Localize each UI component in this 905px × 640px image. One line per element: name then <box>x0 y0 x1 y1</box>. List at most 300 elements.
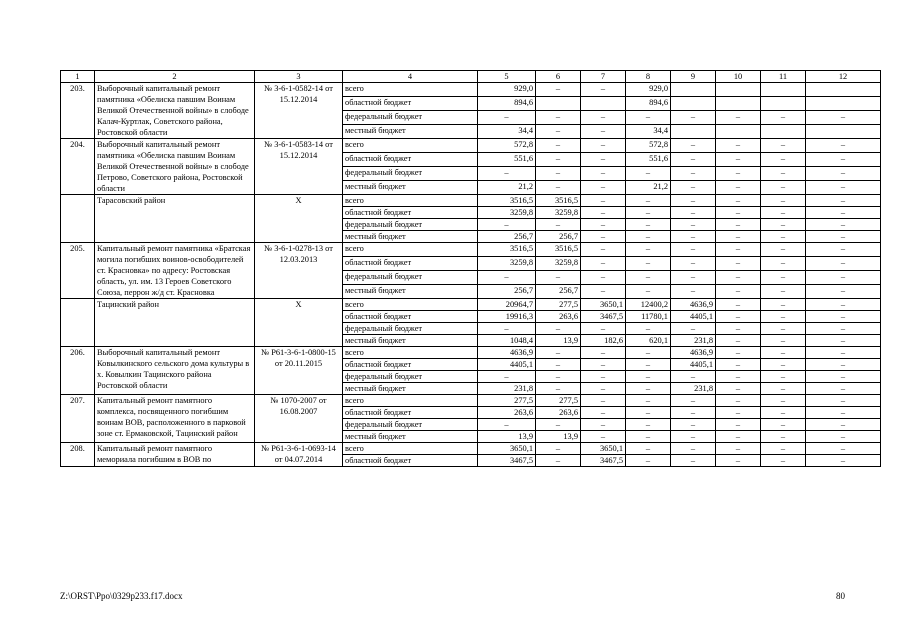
amount-cell: – <box>761 167 806 181</box>
amount-cell: 277,5 <box>536 395 581 407</box>
amount-cell: – <box>806 285 881 299</box>
amount-cell: 572,8 <box>478 139 536 153</box>
funding-source: областной бюджет <box>343 97 478 111</box>
amount-cell: – <box>536 153 581 167</box>
amount-cell: – <box>581 195 626 207</box>
amount-cell: – <box>806 395 881 407</box>
amount-cell: 13,9 <box>536 431 581 443</box>
amount-cell <box>806 83 881 97</box>
column-number: 12 <box>806 71 881 83</box>
amount-cell: – <box>716 181 761 195</box>
amount-cell: – <box>626 207 671 219</box>
amount-cell: – <box>806 371 881 383</box>
amount-cell: – <box>536 419 581 431</box>
amount-cell: – <box>761 419 806 431</box>
amount-cell: – <box>478 111 536 125</box>
amount-cell: – <box>761 111 806 125</box>
amount-cell: – <box>761 231 806 243</box>
amount-cell: – <box>626 407 671 419</box>
amount-cell: – <box>581 83 626 97</box>
amount-cell: – <box>806 167 881 181</box>
document-ref: № 3-6-1-0278-13 от 12.03.2013 <box>255 243 343 299</box>
funding-source: областной бюджет <box>343 455 478 467</box>
amount-cell: – <box>761 395 806 407</box>
amount-cell: 929,0 <box>626 83 671 97</box>
amount-cell: – <box>581 153 626 167</box>
amount-cell: 3467,5 <box>478 455 536 467</box>
amount-cell: 11780,1 <box>626 311 671 323</box>
amount-cell: – <box>581 431 626 443</box>
column-number: 1 <box>61 71 95 83</box>
amount-cell: – <box>806 347 881 359</box>
amount-cell: – <box>581 395 626 407</box>
amount-cell: – <box>626 419 671 431</box>
amount-cell: – <box>761 335 806 347</box>
amount-cell: – <box>671 323 716 335</box>
amount-cell: – <box>536 383 581 395</box>
amount-cell: 3516,5 <box>478 243 536 257</box>
amount-cell: – <box>761 257 806 271</box>
amount-cell: – <box>536 443 581 455</box>
amount-cell: – <box>581 243 626 257</box>
amount-cell: – <box>536 323 581 335</box>
funding-source: всего <box>343 395 478 407</box>
amount-cell: – <box>626 167 671 181</box>
table-row <box>61 347 881 359</box>
object-name: Выборочный капитальный ремонт памятника «Обелиска павшим Воинам Великой Отечественной войны» в слободе Калач-Куртлак, Советского района, Ростовской области <box>95 83 255 139</box>
amount-cell: – <box>581 359 626 371</box>
district-name: Тацинский район <box>95 299 255 347</box>
amount-cell: – <box>761 195 806 207</box>
amount-cell: – <box>626 231 671 243</box>
amount-cell <box>671 83 716 97</box>
amount-cell: – <box>581 125 626 139</box>
amount-cell: – <box>716 219 761 231</box>
amount-cell: – <box>716 419 761 431</box>
amount-cell: 4636,9 <box>671 299 716 311</box>
object-name: Капитальный ремонт памятного комплекса, посвященного погибшим воинам ВОВ, расположенного в парковой зоне ст. Ермаковской, Тацинский район <box>95 395 255 443</box>
amount-cell: – <box>536 83 581 97</box>
page-number: 80 <box>836 591 845 601</box>
amount-cell: – <box>806 443 881 455</box>
table-row <box>61 395 881 407</box>
amount-cell: – <box>626 443 671 455</box>
amount-cell: – <box>536 139 581 153</box>
amount-cell: – <box>761 443 806 455</box>
funding-source: областной бюджет <box>343 257 478 271</box>
amount-cell: – <box>671 153 716 167</box>
amount-cell: – <box>716 371 761 383</box>
funding-source: всего <box>343 139 478 153</box>
funding-source: федеральный бюджет <box>343 271 478 285</box>
amount-cell: – <box>536 271 581 285</box>
amount-cell: – <box>626 271 671 285</box>
amount-cell: – <box>581 111 626 125</box>
amount-cell: – <box>581 207 626 219</box>
amount-cell: 263,6 <box>478 407 536 419</box>
amount-cell: – <box>626 431 671 443</box>
amount-cell: – <box>761 153 806 167</box>
amount-cell: – <box>671 243 716 257</box>
amount-cell <box>671 97 716 111</box>
amount-cell: – <box>626 455 671 467</box>
funding-source: всего <box>343 299 478 311</box>
amount-cell: – <box>716 455 761 467</box>
amount-cell: – <box>806 407 881 419</box>
amount-cell: – <box>626 195 671 207</box>
amount-cell: – <box>626 243 671 257</box>
amount-cell: – <box>761 139 806 153</box>
amount-cell: – <box>716 311 761 323</box>
amount-cell: – <box>536 125 581 139</box>
amount-cell: – <box>806 311 881 323</box>
document-ref: Х <box>255 299 343 347</box>
item-number: 205. <box>61 243 95 299</box>
funding-source: областной бюджет <box>343 407 478 419</box>
amount-cell: – <box>626 359 671 371</box>
funding-source: всего <box>343 443 478 455</box>
funding-source: местный бюджет <box>343 181 478 195</box>
amount-cell: – <box>806 153 881 167</box>
amount-cell: – <box>716 153 761 167</box>
amount-cell: 277,5 <box>478 395 536 407</box>
document-ref: № Р61-3-6-1-0800-15 от 20.11.2015 <box>255 347 343 395</box>
amount-cell: – <box>581 383 626 395</box>
amount-cell: – <box>536 181 581 195</box>
amount-cell: 3259,8 <box>536 207 581 219</box>
amount-cell: – <box>581 323 626 335</box>
amount-cell: 3650,1 <box>581 443 626 455</box>
amount-cell: – <box>806 231 881 243</box>
amount-cell <box>671 125 716 139</box>
amount-cell: – <box>671 443 716 455</box>
amount-cell: – <box>671 285 716 299</box>
amount-cell: – <box>626 111 671 125</box>
funding-source: областной бюджет <box>343 311 478 323</box>
amount-cell: – <box>761 431 806 443</box>
amount-cell: 3259,8 <box>478 257 536 271</box>
column-number: 6 <box>536 71 581 83</box>
item-number: 208. <box>61 443 95 467</box>
amount-cell: 34,4 <box>478 125 536 139</box>
amount-cell: – <box>671 139 716 153</box>
amount-cell: – <box>581 285 626 299</box>
amount-cell: – <box>671 455 716 467</box>
amount-cell: – <box>626 285 671 299</box>
amount-cell: – <box>626 219 671 231</box>
table-row <box>61 195 881 207</box>
amount-cell: – <box>716 335 761 347</box>
amount-cell: – <box>478 219 536 231</box>
column-number: 5 <box>478 71 536 83</box>
amount-cell: – <box>626 383 671 395</box>
amount-cell: – <box>581 167 626 181</box>
amount-cell: – <box>671 231 716 243</box>
amount-cell: – <box>581 231 626 243</box>
funding-source: федеральный бюджет <box>343 219 478 231</box>
amount-cell: 12400,2 <box>626 299 671 311</box>
amount-cell: 894,6 <box>626 97 671 111</box>
amount-cell: – <box>761 371 806 383</box>
amount-cell: – <box>761 207 806 219</box>
amount-cell: – <box>806 455 881 467</box>
amount-cell <box>761 125 806 139</box>
amount-cell <box>806 125 881 139</box>
amount-cell: – <box>581 419 626 431</box>
amount-cell: – <box>716 231 761 243</box>
amount-cell: – <box>626 371 671 383</box>
amount-cell: 13,9 <box>536 335 581 347</box>
amount-cell: – <box>716 167 761 181</box>
amount-cell: 3259,8 <box>536 257 581 271</box>
district-name: Тарасовский район <box>95 195 255 243</box>
amount-cell: – <box>761 383 806 395</box>
amount-cell: – <box>761 311 806 323</box>
amount-cell: – <box>806 419 881 431</box>
funding-source: федеральный бюджет <box>343 371 478 383</box>
amount-cell: 231,8 <box>671 383 716 395</box>
amount-cell: – <box>761 271 806 285</box>
amount-cell: 3516,5 <box>536 243 581 257</box>
funding-source: областной бюджет <box>343 359 478 371</box>
item-number <box>61 299 95 347</box>
table-row <box>61 299 881 311</box>
amount-cell: – <box>716 257 761 271</box>
column-number: 4 <box>343 71 478 83</box>
amount-cell: – <box>806 299 881 311</box>
funding-source: федеральный бюджет <box>343 323 478 335</box>
amount-cell: – <box>806 335 881 347</box>
amount-cell: – <box>716 207 761 219</box>
amount-cell: – <box>536 359 581 371</box>
amount-cell: – <box>536 347 581 359</box>
amount-cell: – <box>716 443 761 455</box>
amount-cell: 231,8 <box>478 383 536 395</box>
amount-cell: – <box>581 371 626 383</box>
amount-cell: – <box>761 323 806 335</box>
amount-cell: – <box>716 383 761 395</box>
amount-cell: 21,2 <box>626 181 671 195</box>
amount-cell: 4636,9 <box>671 347 716 359</box>
funding-source: местный бюджет <box>343 231 478 243</box>
amount-cell: – <box>806 359 881 371</box>
document-ref: № 3-6-1-0582-14 от 15.12.2014 <box>255 83 343 139</box>
amount-cell: – <box>761 285 806 299</box>
amount-cell: – <box>478 371 536 383</box>
amount-cell <box>581 97 626 111</box>
amount-cell: – <box>671 431 716 443</box>
amount-cell: – <box>716 395 761 407</box>
amount-cell: – <box>626 347 671 359</box>
amount-cell: – <box>716 285 761 299</box>
amount-cell: – <box>671 181 716 195</box>
amount-cell: – <box>478 271 536 285</box>
amount-cell: 3259,8 <box>478 207 536 219</box>
amount-cell: 894,6 <box>478 97 536 111</box>
object-name: Выборочный капитальный ремонт Ковылкинского сельского дома культуры в х. Ковылкин Тацинского района Ростовской области <box>95 347 255 395</box>
amount-cell: – <box>716 111 761 125</box>
amount-cell: – <box>806 139 881 153</box>
amount-cell: 256,7 <box>536 285 581 299</box>
amount-cell: – <box>671 219 716 231</box>
amount-cell: – <box>806 181 881 195</box>
amount-cell: – <box>806 271 881 285</box>
amount-cell: 551,6 <box>626 153 671 167</box>
column-number: 11 <box>761 71 806 83</box>
amount-cell: 256,7 <box>478 285 536 299</box>
document-ref: № 3-6-1-0583-14 от 15.12.2014 <box>255 139 343 195</box>
amount-cell: 4405,1 <box>671 311 716 323</box>
amount-cell: – <box>716 359 761 371</box>
amount-cell: – <box>581 139 626 153</box>
amount-cell: 13,9 <box>478 431 536 443</box>
amount-cell: – <box>806 257 881 271</box>
amount-cell: – <box>581 407 626 419</box>
amount-cell: – <box>671 371 716 383</box>
amount-cell: – <box>478 419 536 431</box>
amount-cell: – <box>671 167 716 181</box>
funding-source: областной бюджет <box>343 153 478 167</box>
amount-cell: 256,7 <box>536 231 581 243</box>
amount-cell: – <box>671 407 716 419</box>
amount-cell: – <box>806 431 881 443</box>
item-number <box>61 195 95 243</box>
object-name: Выборочный капитальный ремонт памятника «Обелиска павшим Воинам Великой Отечественной войны» в слободе Петрово, Советского района, Ростовской области <box>95 139 255 195</box>
amount-cell: 4636,9 <box>478 347 536 359</box>
amount-cell: 3650,1 <box>478 443 536 455</box>
amount-cell <box>806 97 881 111</box>
column-number: 9 <box>671 71 716 83</box>
item-number: 203. <box>61 83 95 139</box>
amount-cell <box>716 97 761 111</box>
amount-cell: 1048,4 <box>478 335 536 347</box>
amount-cell: 263,6 <box>536 311 581 323</box>
amount-cell: 20964,7 <box>478 299 536 311</box>
amount-cell: – <box>671 271 716 285</box>
table-row <box>61 83 881 97</box>
column-number: 2 <box>95 71 255 83</box>
amount-cell: – <box>671 419 716 431</box>
column-number: 10 <box>716 71 761 83</box>
funding-source: всего <box>343 347 478 359</box>
funding-source: федеральный бюджет <box>343 419 478 431</box>
amount-cell: – <box>761 219 806 231</box>
amount-cell <box>761 83 806 97</box>
object-name: Капитальный ремонт памятного мемориала погибшим в ВОВ по <box>95 443 255 467</box>
amount-cell: – <box>716 271 761 285</box>
amount-cell: – <box>478 323 536 335</box>
amount-cell: – <box>761 347 806 359</box>
amount-cell: – <box>536 455 581 467</box>
amount-cell: – <box>671 207 716 219</box>
funding-source: всего <box>343 195 478 207</box>
amount-cell: – <box>806 219 881 231</box>
amount-cell: – <box>716 195 761 207</box>
object-name: Капитальный ремонт памятника «Братская могила погибших воинов-освободителей ст. Красновка» по адресу: Ростовская область, ул. им. 13 Героев Советского Союза, перрон ж/д ст. Красновка <box>95 243 255 299</box>
amount-cell: – <box>626 323 671 335</box>
item-number: 204. <box>61 139 95 195</box>
amount-cell: – <box>671 395 716 407</box>
funding-source: местный бюджет <box>343 335 478 347</box>
amount-cell <box>536 97 581 111</box>
funding-source: федеральный бюджет <box>343 167 478 181</box>
amount-cell: – <box>716 299 761 311</box>
amount-cell: 3516,5 <box>536 195 581 207</box>
funding-source: областной бюджет <box>343 207 478 219</box>
amount-cell: 263,6 <box>536 407 581 419</box>
amount-cell: – <box>716 243 761 257</box>
amount-cell: 4405,1 <box>671 359 716 371</box>
amount-cell: 3467,5 <box>581 311 626 323</box>
table-row <box>61 243 881 257</box>
amount-cell: – <box>716 407 761 419</box>
funding-source: всего <box>343 243 478 257</box>
document-ref: Х <box>255 195 343 243</box>
funding-source: местный бюджет <box>343 285 478 299</box>
amount-cell: – <box>581 347 626 359</box>
amount-cell: 19916,3 <box>478 311 536 323</box>
amount-cell: 3467,5 <box>581 455 626 467</box>
amount-cell <box>761 97 806 111</box>
amount-cell: – <box>581 219 626 231</box>
amount-cell: – <box>536 219 581 231</box>
amount-cell: – <box>581 257 626 271</box>
amount-cell: – <box>716 323 761 335</box>
amount-cell: – <box>626 395 671 407</box>
funding-source: местный бюджет <box>343 125 478 139</box>
amount-cell: – <box>806 323 881 335</box>
column-number: 3 <box>255 71 343 83</box>
item-number: 206. <box>61 347 95 395</box>
budget-table <box>60 70 881 467</box>
amount-cell <box>716 83 761 97</box>
amount-cell: – <box>806 207 881 219</box>
amount-cell: 929,0 <box>478 83 536 97</box>
item-number: 207. <box>61 395 95 443</box>
file-path: Z:\ORST\Ppo\0329p233.f17.docx <box>60 591 183 601</box>
amount-cell: – <box>626 257 671 271</box>
amount-cell: – <box>536 167 581 181</box>
document-ref: № 1070-2007 от 16.08.2007 <box>255 395 343 443</box>
amount-cell: 231,8 <box>671 335 716 347</box>
amount-cell: – <box>671 111 716 125</box>
amount-cell: 620,1 <box>626 335 671 347</box>
funding-source: федеральный бюджет <box>343 111 478 125</box>
amount-cell: – <box>581 271 626 285</box>
table-row <box>61 139 881 153</box>
amount-cell <box>716 125 761 139</box>
amount-cell: – <box>536 111 581 125</box>
amount-cell: 3650,1 <box>581 299 626 311</box>
amount-cell: – <box>806 195 881 207</box>
column-number-row <box>61 71 881 83</box>
document-ref: № Р61-3-6-1-0693-14 от 04.07.2014 <box>255 443 343 467</box>
amount-cell: – <box>761 359 806 371</box>
column-number: 7 <box>581 71 626 83</box>
column-number: 8 <box>626 71 671 83</box>
amount-cell: 34,4 <box>626 125 671 139</box>
amount-cell: – <box>761 243 806 257</box>
table-row <box>61 443 881 455</box>
amount-cell: – <box>761 407 806 419</box>
amount-cell: – <box>716 139 761 153</box>
amount-cell: – <box>478 167 536 181</box>
funding-source: местный бюджет <box>343 383 478 395</box>
amount-cell: 4405,1 <box>478 359 536 371</box>
amount-cell: – <box>806 243 881 257</box>
amount-cell: 256,7 <box>478 231 536 243</box>
amount-cell: – <box>761 455 806 467</box>
